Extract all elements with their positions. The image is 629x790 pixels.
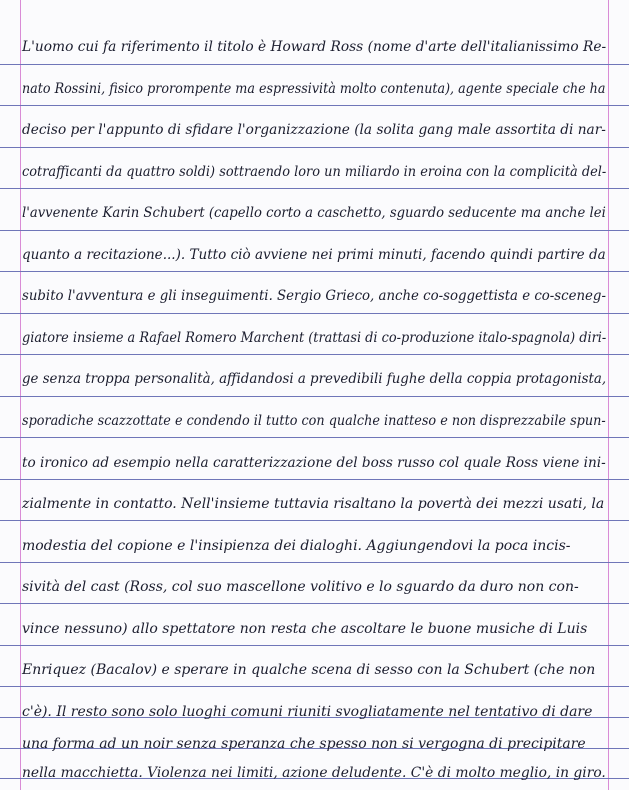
text-line: quanto a recitazione...). Tutto ciò avviene nei primi minuti, facendo quindi partire da <box>22 247 606 263</box>
text-line: modestia del copione e l'insipienza dei dialoghi. Aggiungendovi la poca incis- <box>22 538 571 554</box>
ruled-line <box>0 313 629 314</box>
text-line: l'avvenente Karin Schubert (capello corto a caschetto, sguardo seducente ma anche lei <box>22 205 606 221</box>
text-line: L'uomo cui fa riferimento il titolo è Howard Ross (nome d'arte dell'italianissimo Re- <box>22 39 607 55</box>
ruled-line <box>0 230 629 231</box>
ruled-line <box>0 64 629 65</box>
text-line: zialmente in contatto. Nell'insieme tuttavia risaltano la povertà dei mezzi usati, la <box>22 496 605 512</box>
right-margin-line <box>608 0 609 790</box>
text-line: c'è). Il resto sono solo luoghi comuni riuniti svogliatamente nel tentativo di dare <box>22 704 593 720</box>
ruled-line <box>0 147 629 148</box>
text-line: una forma ad un noir senza speranza che spesso non si vergogna di precipitare <box>22 736 586 752</box>
left-margin-line <box>20 0 21 790</box>
text-line: Enriquez (Bacalov) e sperare in qualche scena di sesso con la Schubert (che non <box>22 662 596 678</box>
text-line: nella macchietta. Violenza nei limiti, azione deludente. C'è di molto meglio, in giro. <box>22 765 606 781</box>
text-line: to ironico ad esempio nella caratterizzazione del boss russo col quale Ross viene ini- <box>22 455 606 471</box>
text-line: vince nessuno) allo spettatore non resta che ascoltare le buone musiche di Luis <box>22 621 588 637</box>
text-line: ge senza troppa personalità, affidandosi a prevedibili fughe della coppia protagonista, <box>22 371 607 387</box>
text-line: giatore insieme a Rafael Romero Marchent (trattasi di co-produzione italo-spagnola) diri- <box>22 330 607 346</box>
text-line: deciso per l'appunto di sfidare l'organizzazione (la solita gang male assortita di nar- <box>22 122 606 138</box>
text-line: cotrafficanti da quattro soldi) sottraendo loro un miliardo in eroina con la complicità del- <box>22 164 607 180</box>
text-line: nato Rossini, fisico prorompente ma espressività molto contenuta), agente speciale che ha <box>22 81 606 97</box>
ruled-line <box>0 396 629 397</box>
text-line: subito l'avventura e gli inseguimenti. Sergio Grieco, anche co-soggettista e co-sceneg- <box>22 288 606 304</box>
text-line: sività del cast (Ross, col suo mascellone volitivo e lo sguardo da duro non con- <box>22 579 579 595</box>
text-line: sporadiche scazzottate e condendo il tutto con qualche inatteso e non disprezzabile spun- <box>22 413 606 429</box>
